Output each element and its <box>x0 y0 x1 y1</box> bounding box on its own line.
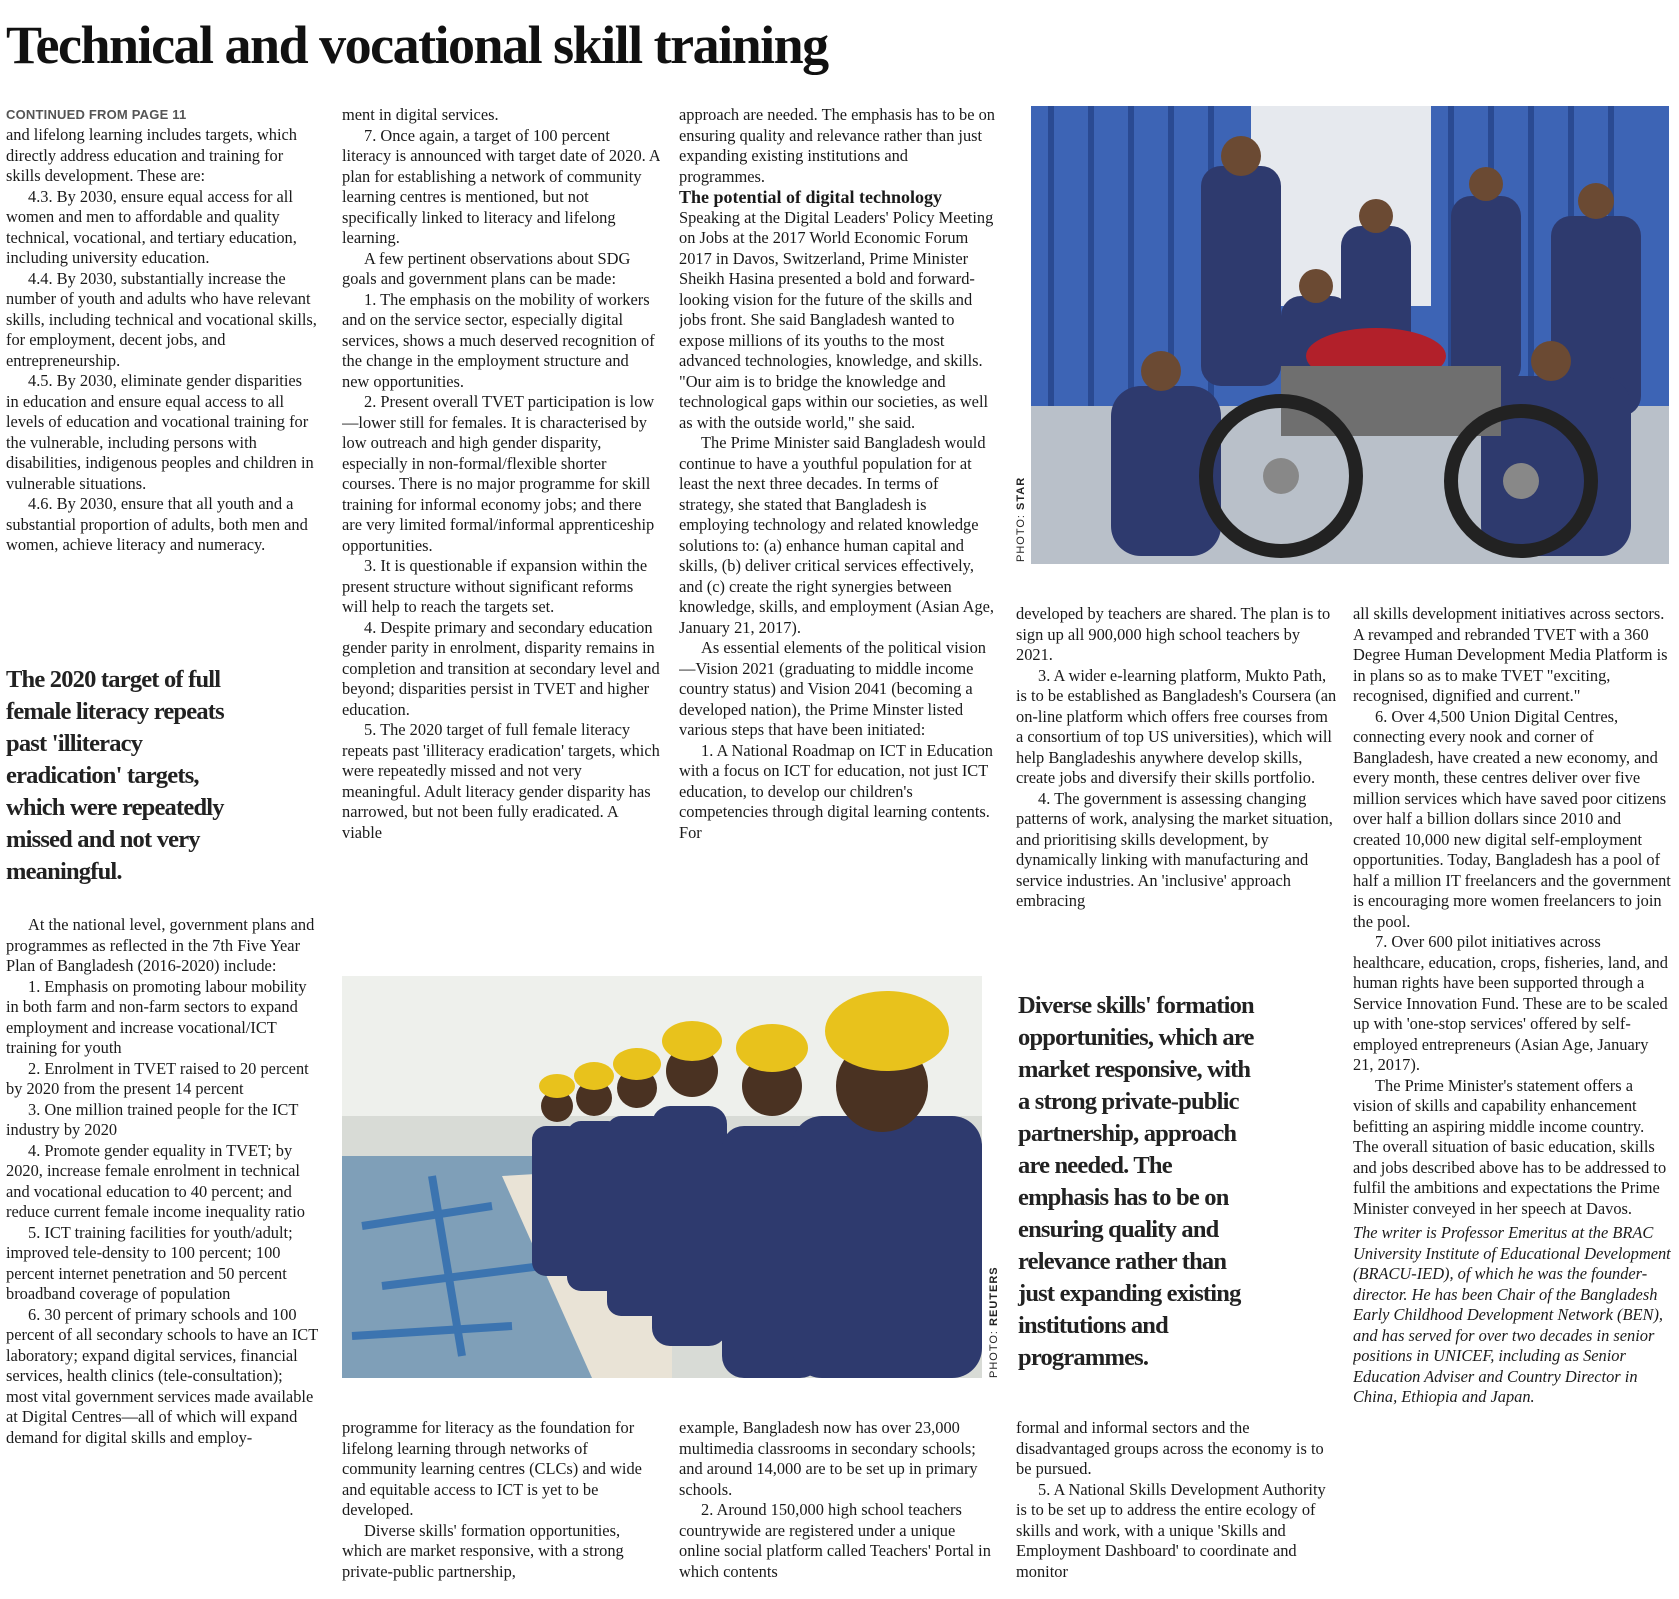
paragraph: A few pertinent observations about SDG goals and government plans can be made: <box>342 248 631 288</box>
paragraph: all skills development initiatives across sectors. A revamped and rebranded TVET with a 360 Degree Human Development Media Platform is in plans so as to make TVET "exciting, recognised, dignified and current." <box>1353 604 1668 705</box>
paragraph: 2. Enrolment in TVET raised to 20 percent by 2020 from the present 14 percent <box>6 1058 309 1098</box>
photo-helmet-illustration <box>342 976 982 1378</box>
pull-quote-skills-formation: Diverse skills' formation opportunities, which are market responsive, with a strong private-public partnership, approach are needed. The emphasis has to be on ensuring quality and relevance rather than just expanding existing institutions and programmes. <box>1018 992 1254 1371</box>
column-2-lower <box>342 1418 660 1596</box>
paragraph: 5. A National Skills Development Authority is to be set up to address the entire ecology of skills and work, with a unique 'Skills and Employment Dashboard' to coordinate and monitor <box>1016 1479 1326 1581</box>
paragraph: 2. Present overall TVET participation is low—lower still for females. It is characterised by low outreach and high gender disparity, especially in non-formal/flexible shorter courses. There is no major programme for skill training for informal economy jobs; and there are very limited formal/informal apprenticeship opportunities. <box>342 392 655 555</box>
paragraph: 7. Over 600 pilot initiatives across healthcare, education, crops, fisheries, land, and human rights have been supported through a Service Innovation Fund. These are to be scaled up with 'one-stop services' offered by self-employed entrepreneurs (Asian Age, January 21, 2017). <box>1353 932 1668 1074</box>
paragraph: 3. One million trained people for the ICT industry by 2020 <box>6 1099 299 1139</box>
paragraph: 4. The government is assessing changing patterns of work, analysing the market situation, and prioritising skills development, by dynamically linking with manufacturing and service industries. An 'inclusive' approach embracing <box>1016 788 1333 910</box>
paragraph: formal and informal sectors and the disadvantaged groups across the economy is to be pursued. <box>1016 1418 1324 1478</box>
paragraph: 3. A wider e-learning platform, Mukto Path, is to be established as Bangladesh's Coursera (an on-line platform which offers free courses from a consortium of top US universities), which will help Bangladeshis anywhere develop skills, create jobs and diversify their skills portfolio. <box>1016 665 1337 787</box>
paragraph: 6. Over 4,500 Union Digital Centres, connecting every nook and corner of Bangladesh, have created a new economy, and every month, these centres deliver over five million services which have saved poor citizens over half a billion dollars since 2010 and created 10,000 new digital self-employment opportunities. Today, Bangladesh has a pool of half a million IT freelancers and the government is encouraging more women freelancers to join the pool. <box>1353 706 1671 931</box>
paragraph: Speaking at the Digital Leaders' Policy Meeting on Jobs at the 2017 World Economic Forum 2017 in Davos, Switzerland, Prime Minister Sheikh Hasina presented a bold and forward-looking vision for the future of the skills and jobs front. She said Bangladesh wanted to expose millions of its youths to the most advanced technologies, knowledge, and skills. "Our aim is to bridge the knowledge and technological gaps within our societies, as well as with the outside world," she said. <box>679 207 994 432</box>
paragraph: Diverse skills' formation opportunities, which are market responsive, with a strong private-public partnership, <box>342 1520 624 1581</box>
paragraph: 2. Around 150,000 high school teachers countrywide are registered under a unique online social platform called Teachers' Portal in which contents <box>679 1500 991 1581</box>
paragraph: 4.4. By 2030, substantially increase the number of youth and adults who have relevant skills, including technical and vocational skills, for employment, decent jobs, and entrepreneurship. <box>6 268 317 370</box>
column-3-lower <box>679 1418 997 1596</box>
paragraph: 7. Once again, a target of 100 percent literacy is announced with target date of 2020. A plan for establishing a network of community learning centres is mentioned, but not specifically linked to literacy and lifelong learning. <box>342 125 660 247</box>
paragraph: and lifelong learning includes targets, which directly address education and training for skills development. These are: <box>6 125 298 185</box>
paragraph: ment in digital services. <box>342 105 499 124</box>
column-5 <box>1353 604 1671 1596</box>
photo-credit-star <box>1015 477 1027 562</box>
paragraph: approach are needed. The emphasis has to be on ensuring quality and relevance rather than just expanding existing institutions and programmes. <box>679 105 996 186</box>
paragraph: programme for literacy as the foundation for lifelong learning through networks of community learning centres (CLCs) and wide and equitable access to ICT is yet to be developed. <box>342 1418 642 1519</box>
column-3 <box>679 105 997 945</box>
pull-quote-female-literacy: The 2020 target of full female literacy repeats past 'illiteracy eradication' targets, which were repeatedly missed and not very meaningful. <box>6 666 224 885</box>
paragraph: As essential elements of the political vision—Vision 2021 (graduating to middle income country status) and Vision 2041 (becoming a developed nation), the Prime Minster listed various steps that have been initiated: <box>679 638 986 739</box>
paragraph: example, Bangladesh now has over 23,000 multimedia classrooms in secondary schools; and around 14,000 are to be set up in primary schools. <box>679 1418 978 1499</box>
credit-prefix: PHOTO: <box>1015 514 1027 562</box>
paragraph: 5. The 2020 target of full female literacy repeats past 'illiteracy eradication' targets, which were repeatedly missed and not very meaningful. Adult literacy gender disparity has narrowed, but not been fully eradicated. A viable <box>342 720 660 842</box>
paragraph: 3. It is questionable if expansion within the present structure without significant reforms will help to reach the targets set. <box>342 556 648 616</box>
headline: Technical and vocational skill training <box>6 15 828 75</box>
paragraph: The Prime Minister's statement offers a vision of skills and capability enhancement befitting an aspiring middle income country. The overall situation of basic education, skills and jobs described above has to be addressed to fulfil the ambitions and expectations the Prime Minister conveyed in her speech at Davos. <box>1353 1075 1667 1218</box>
column-1 <box>6 105 318 645</box>
credit-name: STAR <box>1015 476 1027 510</box>
credit-prefix: PHOTO: <box>988 1330 1000 1378</box>
column-4 <box>1016 604 1338 954</box>
paragraph: The Prime Minister said Bangladesh would continue to have a youthful population for at least the next three decades. In terms of strategy, she stated that Bangladesh is employing technology and related knowledge solutions to: (a) enhance human capital and skills, (b) deliver critical services effectively, and (c) create the right synergies between knowledge, skills, and employment (Asian Age, January 21, 2017). <box>679 433 995 637</box>
subhead-digital-technology: The potential of digital technology <box>679 187 943 207</box>
paragraph: 4. Despite primary and secondary education gender parity in enrolment, disparity remains in completion and transition at secondary level and beyond; disparities persist in TVET and higher education. <box>342 617 660 719</box>
paragraph: 4.3. By 2030, ensure equal access for all women and men to affordable and quality technical, vocational, and tertiary education, including university education. <box>6 186 297 267</box>
paragraph: 5. ICT training facilities for youth/adult; improved tele-density to 100 percent; 100 percent internet penetration and 50 percent broadband coverage of population <box>6 1222 293 1303</box>
paragraph: 4. Promote gender equality in TVET; by 2020, increase female enrolment in technical and vocational education to 40 percent; and reduce current female income inequality ratio <box>6 1140 305 1221</box>
photo-motorcycle-illustration <box>1031 106 1669 564</box>
photo-credit-reuters <box>988 1266 1000 1378</box>
paragraph: 1. A National Roadmap on ICT in Education with a focus on ICT for education, not just ICT education, to develop our children's competencies through digital learning contents. For <box>679 740 993 842</box>
continued-kicker: CONTINUED FROM PAGE 11 <box>6 107 187 122</box>
paragraph: 6. 30 percent of primary schools and 100 percent of all secondary schools to have an ICT laboratory; expand digital services, financial services, health clinics (tele-consultation); most vital government services made available at Digital Centres—all of which will expand demand for digital skills and employ- <box>6 1304 318 1447</box>
paragraph: 4.6. By 2030, ensure that all youth and a substantial proportion of adults, both men and women, achieve literacy and numeracy. <box>6 494 308 554</box>
column-1-lower <box>6 915 318 1585</box>
paragraph: At the national level, government plans and programmes as reflected in the 7th Five Year Plan of Bangladesh (2016-2020) include: <box>6 915 315 975</box>
column-4-lower <box>1016 1418 1338 1596</box>
photo-motorcycle-training <box>1031 106 1669 564</box>
paragraph: 1. Emphasis on promoting labour mobility in both farm and non-farm sectors to expand employment and increase vocational/ICT training for youth <box>6 976 307 1057</box>
author-byline: The writer is Professor Emeritus at the BRAC University Institute of Educational Development (BRACU-IED), of which he was the founder-director. He has been Chair of the Bangladesh Early Childhood Development Network (BEN), and has served for over two decades in senior positions in UNICEF, including as Senior Education Adviser and Country Director in China, Ethiopia and Japan. <box>1353 1223 1671 1406</box>
photo-helmet-trainees <box>342 976 982 1378</box>
credit-name: REUTERS <box>988 1266 1000 1326</box>
paragraph: 1. The emphasis on the mobility of workers and on the service sector, especially digital services, shows a much deserved recognition of the change in the employment structure and new opportunities. <box>342 289 655 391</box>
paragraph: developed by teachers are shared. The plan is to sign up all 900,000 high school teachers by 2021. <box>1016 604 1331 664</box>
column-2 <box>342 105 660 945</box>
paragraph: 4.5. By 2030, eliminate gender disparities in education and ensure equal access to all levels of education and vocational training for the vulnerable, including persons with disabilities, indigenous peoples and children in vulnerable situations. <box>6 371 314 493</box>
